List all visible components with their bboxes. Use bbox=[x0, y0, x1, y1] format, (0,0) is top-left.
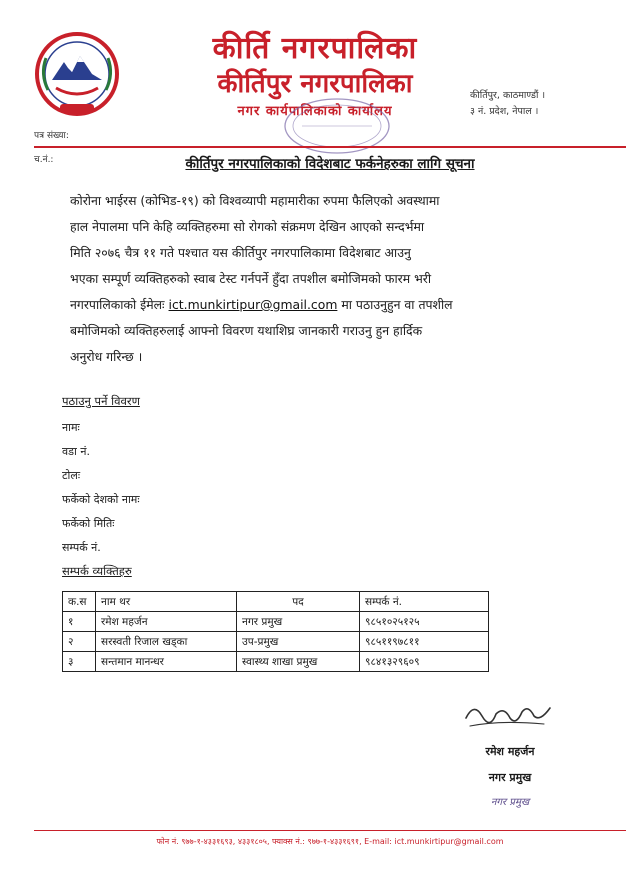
notice-title: कीर्तिपुर नगरपालिकाको विदेशबाट फर्कनेहरुका लागि सूचना bbox=[185, 156, 475, 172]
cell-sn: १ bbox=[63, 612, 96, 632]
handwritten-signature bbox=[460, 696, 560, 734]
footer-contact-line: फोन नं. ९७७-१-४३३१६९३, ४३३१८०५, फ्याक्स नं.: ९७७-१-४३३१६९१, E-mail: ict.munkirtipur@gmail.com bbox=[156, 837, 504, 846]
body-line: अनुरोध गरिन्छ । bbox=[70, 349, 143, 364]
table-row bbox=[63, 652, 489, 672]
nepal-emblem-logo bbox=[34, 28, 120, 120]
table-row bbox=[63, 612, 489, 632]
notice-body bbox=[70, 188, 570, 370]
cell-sn: २ bbox=[63, 632, 96, 652]
letter-number-label: पत्र संख्या: bbox=[34, 131, 69, 141]
signatory-stamp: नगर प्रमुख bbox=[490, 797, 530, 808]
dispatch-number-label: च.नं.: bbox=[34, 155, 54, 165]
letterhead-subtitle: कीर्तिपुर नगरपालिका bbox=[217, 69, 413, 99]
cell-contact: ९८५११९७८११ bbox=[360, 632, 489, 652]
signatory-title: नगर प्रमुख bbox=[488, 771, 532, 784]
cell-name: सरस्वती रिजाल खड्का bbox=[96, 632, 237, 652]
contacts-heading: सम्पर्क व्यक्तिहरु bbox=[62, 564, 132, 578]
cell-position: स्वास्थ्य शाखा प्रमुख bbox=[237, 652, 360, 672]
cell-sn: ३ bbox=[63, 652, 96, 672]
contact-table bbox=[62, 591, 489, 672]
column-header-contact: सम्पर्क नं. bbox=[360, 592, 489, 612]
cell-contact: ९८५१०२५१२५ bbox=[360, 612, 489, 632]
table-row bbox=[63, 632, 489, 652]
cell-contact: ९८४१३२९६०९ bbox=[360, 652, 489, 672]
column-header-sn: क.स bbox=[63, 592, 96, 612]
cell-position: नगर प्रमुख bbox=[237, 612, 360, 632]
body-line-email bbox=[70, 292, 570, 318]
body-line: मिति २०७६ चैत्र ११ गते पश्चात यस कीर्तिपुर नगरपालिकामा विदेशबाट आउनु bbox=[70, 245, 411, 260]
header-divider bbox=[34, 146, 626, 148]
email-link[interactable]: ict.munkirtipur@gmail.com bbox=[168, 297, 338, 312]
body-line: कोरोना भाईरस (कोभिड-१९) को विश्वव्यापी महामारीका रुपमा फैलिएको अवस्थामा bbox=[70, 193, 440, 208]
letterhead-office: नगर कार्यपालिकाको कार्यालय bbox=[237, 104, 393, 119]
field-return-date: फर्केको मितिः bbox=[62, 517, 115, 530]
address-line-1: कीर्तिपुर, काठमाण्डौं । bbox=[470, 90, 546, 101]
table-header-row bbox=[63, 592, 489, 612]
email-suffix: मा पठाउनुहुन वा तपशील bbox=[341, 297, 453, 312]
column-header-name: नाम थर bbox=[96, 592, 237, 612]
field-contact-number: सम्पर्क नं. bbox=[62, 541, 101, 554]
email-prefix: नगरपालिकाको ईमेलः bbox=[70, 297, 165, 312]
footer-divider bbox=[34, 830, 626, 831]
field-tole: टोलः bbox=[62, 469, 81, 482]
body-line: बमोजिमको व्यक्तिहरुलाई आफ्नो विवरण यथाशिघ्र जानकारी गराउनु हुन हार्दिक bbox=[70, 323, 423, 338]
signatory-name: रमेश महर्जन bbox=[485, 745, 535, 758]
field-name: नामः bbox=[62, 421, 80, 434]
details-heading: पठाउनु पर्ने विवरण bbox=[62, 394, 140, 408]
letterhead-title: कीर्ति नगरपालिका bbox=[212, 31, 418, 66]
cell-name: सन्तमान मानन्धर bbox=[96, 652, 237, 672]
cell-name: रमेश महर्जन bbox=[96, 612, 237, 632]
body-line: हाल नेपालमा पनि केहि व्यक्तिहरुमा सो रोगको संक्रमण देखिन आएको सन्दर्भमा bbox=[70, 219, 425, 234]
cell-position: उप-प्रमुख bbox=[237, 632, 360, 652]
column-header-position: पद bbox=[237, 592, 360, 612]
body-line: भएका सम्पूर्ण व्यक्तिहरुको स्वाब टेस्ट गर्नपर्ने हुँदा तपशील बमोजिमको फारम भरी bbox=[70, 271, 432, 286]
field-ward: वडा नं. bbox=[62, 445, 90, 458]
address-line-2: ३ नं. प्रदेश, नेपाल । bbox=[470, 106, 539, 117]
field-country: फर्केको देशको नामः bbox=[62, 493, 140, 506]
